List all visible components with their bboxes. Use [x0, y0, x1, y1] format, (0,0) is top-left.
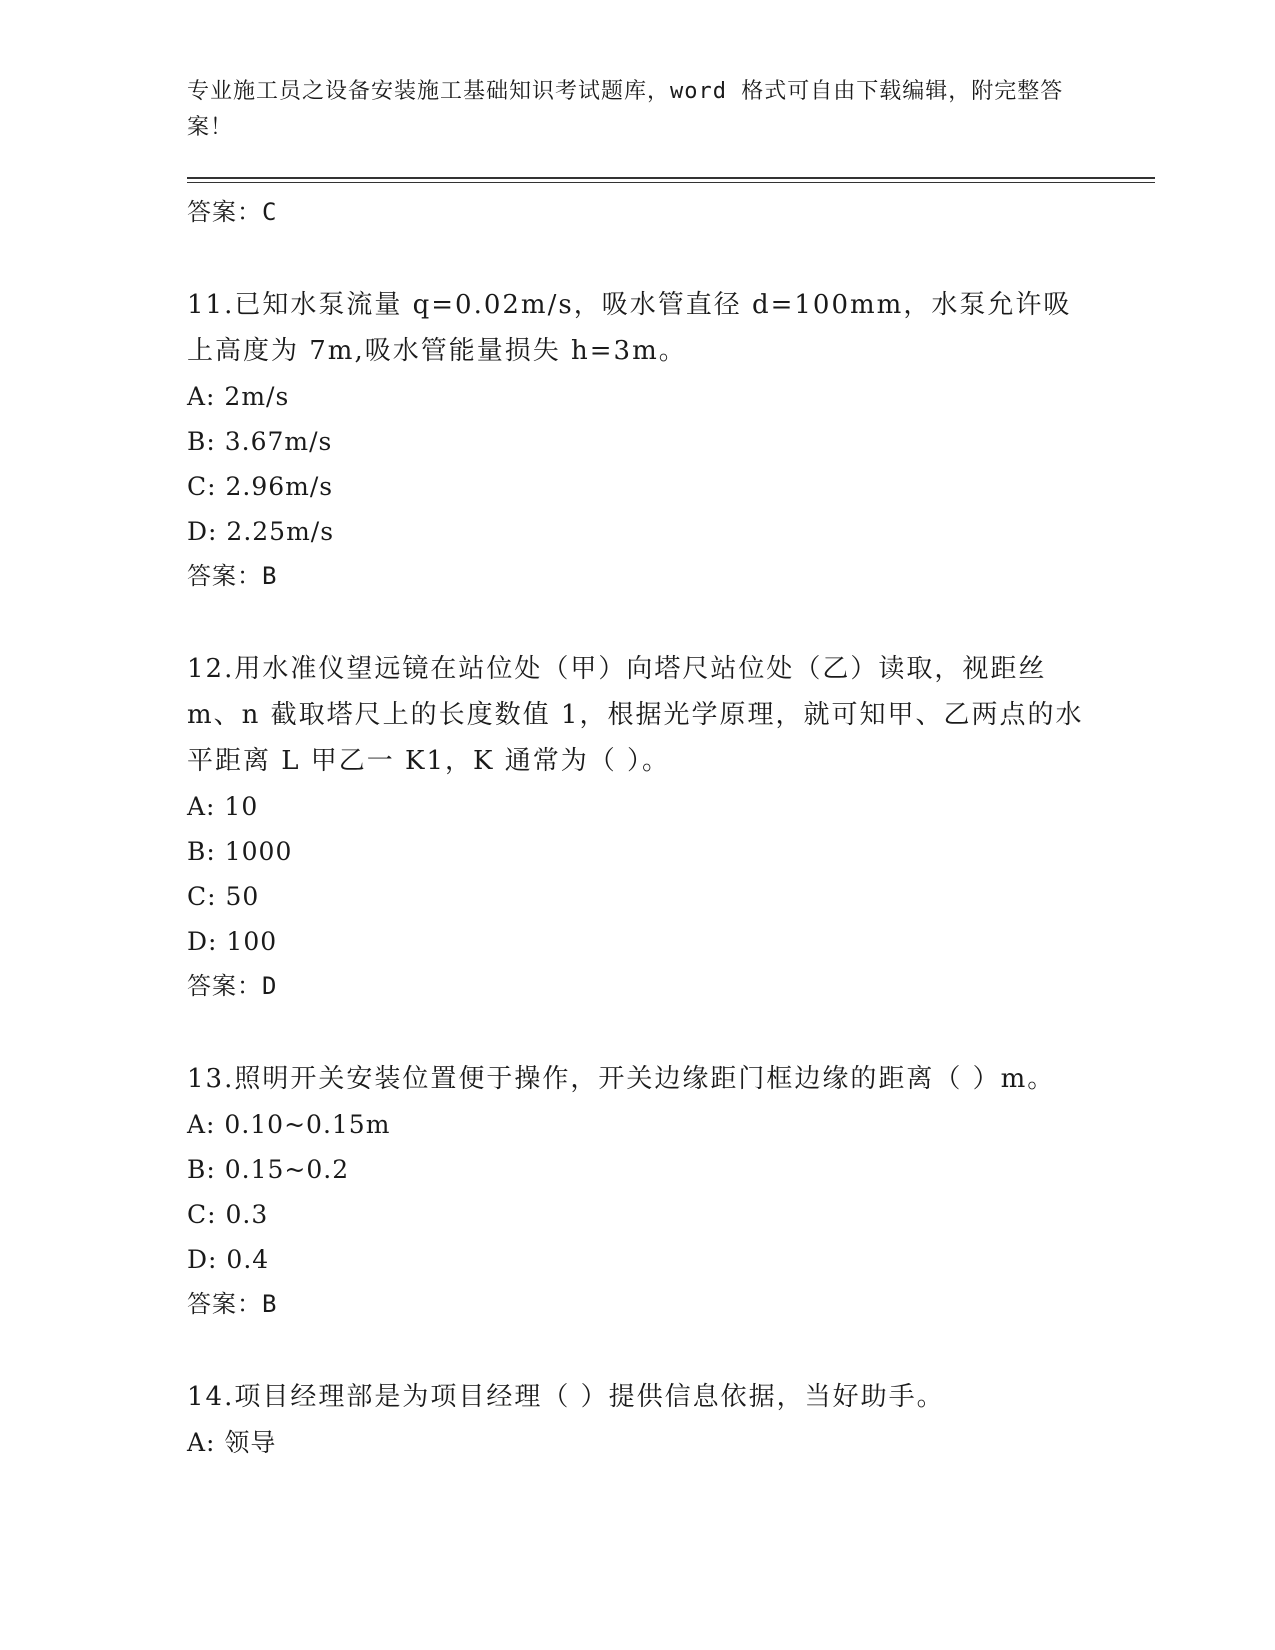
option-a: A: 领导	[187, 1428, 277, 1457]
option-d: D: 100	[187, 927, 278, 956]
answer-line: 答案：C	[187, 198, 278, 226]
header-divider-thin	[187, 182, 1155, 183]
question-11	[187, 282, 1087, 598]
option-a: A: 10	[187, 792, 259, 821]
option-d: D: 0.4	[187, 1245, 270, 1274]
question-text: 11.已知水泵流量 q=0.02m/s，吸水管直径 d=100mm，水泵允许吸上高度为 7m,吸水管能量损失 h=3m。	[187, 290, 1072, 366]
question-12	[187, 646, 1087, 1008]
option-c: C: 0.3	[187, 1200, 269, 1229]
header-divider-thick	[187, 177, 1155, 179]
option-b: B: 0.15~0.2	[187, 1155, 350, 1184]
option-a: A: 0.10~0.15m	[187, 1110, 391, 1139]
option-b: B: 1000	[187, 837, 293, 866]
option-a: A: 2m/s	[187, 382, 290, 411]
question-14	[187, 1374, 1087, 1465]
question-text: 13.照明开关安装位置便于操作，开关边缘距门框边缘的距离（ ）m。	[187, 1064, 1056, 1094]
answer-line: 答案：B	[187, 562, 278, 590]
question-13	[187, 1056, 1087, 1326]
question-text: 12.用水准仪望远镜在站位处（甲）向塔尺站位处（乙）读取，视距丝 m、n 截取塔尺上的长度数值 1，根据光学原理，就可知甲、乙两点的水平距离 L 甲乙一 K1，K 通常为（ ）。	[187, 654, 1084, 776]
option-b: B: 3.67m/s	[187, 427, 333, 456]
option-d: D: 2.25m/s	[187, 517, 335, 546]
question-list	[187, 190, 1087, 1465]
question-text: 14.项目经理部是为项目经理（ ）提供信息依据，当好助手。	[187, 1382, 945, 1412]
option-c: C: 50	[187, 882, 260, 911]
answer-line: 答案：B	[187, 1290, 278, 1318]
document-header-text: 专业施工员之设备安装施工基础知识考试题库，word 格式可自由下载编辑，附完整答案！	[187, 79, 1064, 140]
option-c: C: 2.96m/s	[187, 472, 334, 501]
answer-line: 答案：D	[187, 972, 278, 1000]
